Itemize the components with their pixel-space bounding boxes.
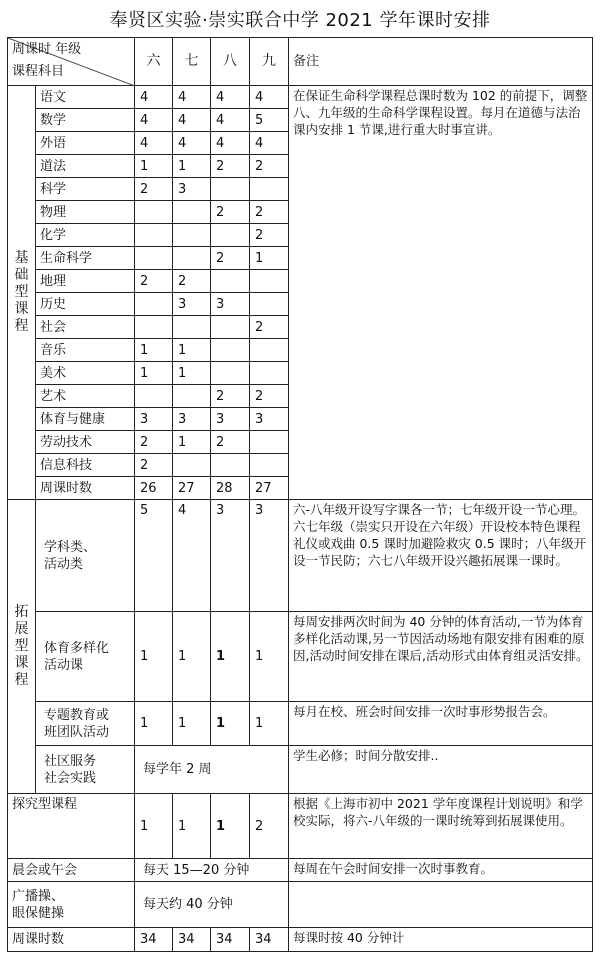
hours-g7 [173, 247, 211, 270]
hours-g8: 3 [211, 500, 250, 612]
hours-g6: 1 [135, 702, 173, 746]
hours-g9: 2 [250, 201, 289, 224]
table-row [8, 612, 593, 702]
header-row [8, 38, 593, 86]
subject-name [36, 702, 135, 746]
subject-name: 化学 [36, 224, 135, 247]
hours-g6: 5 [135, 500, 173, 612]
table-row [8, 500, 593, 612]
subject-name: 数学 [36, 109, 135, 132]
category-extended [8, 500, 36, 794]
label-line-1: 体育多样化 [44, 640, 110, 656]
hours-g8: 34 [211, 928, 250, 952]
remark-exercise [289, 882, 593, 928]
hours-g9 [250, 178, 289, 201]
hours-g7: 3 [173, 408, 211, 431]
remark-total: 每课时按 40 分钟计 [289, 928, 593, 952]
header-corner-top: 周课时 年级 [12, 42, 82, 57]
hours-g8: 2 [211, 431, 250, 454]
hours-g9: 4 [250, 132, 289, 155]
label-line-1: 学科类、 [44, 539, 97, 555]
hours-g7: 4 [173, 500, 211, 612]
hours-g8 [211, 362, 250, 385]
table-row [8, 928, 593, 952]
hours-g9: 1 [250, 702, 289, 746]
remark-shequ: 学生必修；时间分散安排.. [289, 746, 593, 794]
subject-name: 语文 [36, 86, 135, 109]
hours-g6: 4 [135, 132, 173, 155]
hours-g7: 1 [173, 362, 211, 385]
hours-g7: 3 [173, 293, 211, 316]
hours-g6: 1 [135, 155, 173, 178]
subject-name: 艺术 [36, 385, 135, 408]
label-line-1: 专题教育或 [44, 707, 110, 723]
remarks-header: 备注 [289, 38, 593, 86]
subject-name: 信息科技 [36, 454, 135, 477]
hours-g6: 1 [135, 339, 173, 362]
subject-name: 历史 [36, 293, 135, 316]
hours-g9: 2 [250, 385, 289, 408]
hours-g9: 34 [250, 928, 289, 952]
hours-g6 [135, 201, 173, 224]
hours-g7: 1 [173, 702, 211, 746]
header-corner-bottom: 课程科目 [12, 64, 65, 79]
hours-g9: 1 [250, 612, 289, 702]
hours-g6: 2 [135, 431, 173, 454]
hours-g8: 1 [211, 702, 250, 746]
hours-g8 [211, 178, 250, 201]
subject-name: 探究型课程 [8, 794, 135, 859]
hours-g7 [173, 385, 211, 408]
hours-g8: 4 [211, 86, 250, 109]
category-char: 型 [14, 284, 29, 300]
hours-g9: 2 [250, 316, 289, 339]
hours-g6: 1 [135, 362, 173, 385]
hours-g8: 1 [211, 794, 250, 859]
category-basic [8, 86, 36, 500]
hours-g6: 34 [135, 928, 173, 952]
label-line-2: 活动课 [44, 657, 84, 673]
hours-g7 [173, 454, 211, 477]
subject-name: 道法 [36, 155, 135, 178]
hours-g7: 4 [173, 132, 211, 155]
hours-g9: 1 [250, 247, 289, 270]
hours-g9 [250, 362, 289, 385]
span-value: 每天 15—20 分钟 [135, 859, 289, 882]
category-char: 课 [14, 655, 29, 671]
label-line-2: 眼保健操 [12, 905, 65, 921]
hours-g8 [211, 339, 250, 362]
hours-g6 [135, 224, 173, 247]
hours-g9: 4 [250, 86, 289, 109]
hours-g9: 2 [250, 224, 289, 247]
span-value: 每学年 2 周 [135, 746, 289, 794]
remark-basic: 在保证生命科学课程总课时数为 102 的前提下，调整八、九年级的生命科学课程设置。每月在道德与法治课内安排 1 节课,进行重大时事宣讲。 [289, 86, 593, 500]
hours-g8: 28 [211, 477, 250, 500]
table-row [8, 794, 593, 859]
subject-name [36, 500, 135, 612]
hours-g7 [173, 201, 211, 224]
hours-g7 [173, 224, 211, 247]
label-line-1: 广播操、 [12, 888, 65, 904]
hours-g7: 2 [173, 270, 211, 293]
remark-zhuanti: 每月在校、班会时间安排一次时事形势报告会。 [289, 702, 593, 746]
hours-g9: 27 [250, 477, 289, 500]
label-line-1: 社区服务 [44, 753, 97, 769]
hours-g6: 3 [135, 408, 173, 431]
hours-g6 [135, 293, 173, 316]
hours-g8: 3 [211, 293, 250, 316]
hours-g8: 1 [211, 612, 250, 702]
header-corner-cell [8, 38, 135, 86]
remark-xueke: 六-八年级开设写字课各一节；七年级开设一节心理。六七年级（崇实只开设在六年级）开设校本特色课程礼仪或戏曲 0.5 课时加避险救灾 0.5 课时；八年级开设一节民防；六七八年级开设兴趣拓展课一课时。 [289, 500, 593, 612]
hours-g7: 1 [173, 155, 211, 178]
hours-g6 [135, 247, 173, 270]
subject-name [36, 746, 135, 794]
category-char: 程 [14, 318, 29, 334]
label-line-2: 活动类 [44, 556, 84, 572]
hours-g6: 4 [135, 86, 173, 109]
category-char: 展 [14, 621, 29, 637]
category-char: 拓 [14, 604, 29, 620]
table-row [8, 882, 593, 928]
hours-g7: 34 [173, 928, 211, 952]
hours-g8 [211, 454, 250, 477]
subject-name: 地理 [36, 270, 135, 293]
subject-name: 周课时数 [36, 477, 135, 500]
hours-g6: 1 [135, 612, 173, 702]
hours-g9: 5 [250, 109, 289, 132]
hours-g8: 3 [211, 408, 250, 431]
subject-name: 社会 [36, 316, 135, 339]
subject-name: 周课时数 [8, 928, 135, 952]
table-row [8, 86, 593, 109]
label-line-2: 班团队活动 [44, 724, 110, 740]
hours-g8: 2 [211, 385, 250, 408]
hours-g8 [211, 270, 250, 293]
schedule-table [7, 37, 593, 952]
hours-g6: 4 [135, 109, 173, 132]
table-row [8, 859, 593, 882]
subject-name: 科学 [36, 178, 135, 201]
hours-g7: 1 [173, 794, 211, 859]
category-char: 型 [14, 638, 29, 654]
hours-g8: 2 [211, 201, 250, 224]
hours-g9: 2 [250, 155, 289, 178]
hours-g9 [250, 339, 289, 362]
subject-name: 晨会或午会 [8, 859, 135, 882]
subject-name: 音乐 [36, 339, 135, 362]
span-value: 每天约 40 分钟 [135, 882, 289, 928]
subject-name: 生命科学 [36, 247, 135, 270]
hours-g7: 4 [173, 109, 211, 132]
hours-g8: 2 [211, 155, 250, 178]
category-char: 程 [14, 672, 29, 688]
subject-name: 美术 [36, 362, 135, 385]
hours-g7: 4 [173, 86, 211, 109]
subject-name: 物理 [36, 201, 135, 224]
grade-header-8: 八 [211, 38, 250, 86]
subject-name [8, 882, 135, 928]
remark-research: 根据《上海市初中 2021 学年度课程计划说明》和学校实际，将六-八年级的一课时统筹到拓展课使用。 [289, 794, 593, 859]
hours-g6 [135, 316, 173, 339]
hours-g9: 3 [250, 408, 289, 431]
hours-g7: 1 [173, 612, 211, 702]
grade-header-9: 九 [250, 38, 289, 86]
hours-g8: 2 [211, 247, 250, 270]
hours-g9 [250, 270, 289, 293]
hours-g6: 1 [135, 794, 173, 859]
page-title: 奉贤区实验·崇实联合中学 2021 学年课时安排 [109, 10, 491, 31]
subject-name: 体育与健康 [36, 408, 135, 431]
hours-g8 [211, 316, 250, 339]
hours-g7: 1 [173, 339, 211, 362]
hours-g8: 4 [211, 109, 250, 132]
remark-tiyu: 每周安排两次时间为 40 分钟的体育活动,一节为体育多样化活动课,另一节因活动场地有限安排有困难的原因,活动时间安排在课后,活动形式由体育组灵活安排。 [289, 612, 593, 702]
grade-header-6: 六 [135, 38, 173, 86]
hours-g7: 3 [173, 178, 211, 201]
hours-g9 [250, 293, 289, 316]
hours-g9: 3 [250, 500, 289, 612]
hours-g9 [250, 454, 289, 477]
hours-g6 [135, 385, 173, 408]
hours-g6: 2 [135, 454, 173, 477]
category-char: 课 [14, 301, 29, 317]
subject-name: 劳动技术 [36, 431, 135, 454]
table-row [8, 746, 593, 794]
hours-g6: 2 [135, 178, 173, 201]
hours-g9 [250, 431, 289, 454]
category-char: 基 [14, 250, 29, 266]
hours-g7 [173, 316, 211, 339]
label-line-2: 社会实践 [44, 770, 97, 786]
hours-g9: 2 [250, 794, 289, 859]
table-row [8, 702, 593, 746]
hours-g8 [211, 224, 250, 247]
hours-g6: 26 [135, 477, 173, 500]
category-char: 础 [14, 267, 29, 283]
remark-morning: 每周在午会时间安排一次时事教育。 [289, 859, 593, 882]
hours-g6: 2 [135, 270, 173, 293]
hours-g7: 27 [173, 477, 211, 500]
hours-g8: 4 [211, 132, 250, 155]
subject-name [36, 612, 135, 702]
subject-name: 外语 [36, 132, 135, 155]
hours-g7: 1 [173, 431, 211, 454]
grade-header-7: 七 [173, 38, 211, 86]
